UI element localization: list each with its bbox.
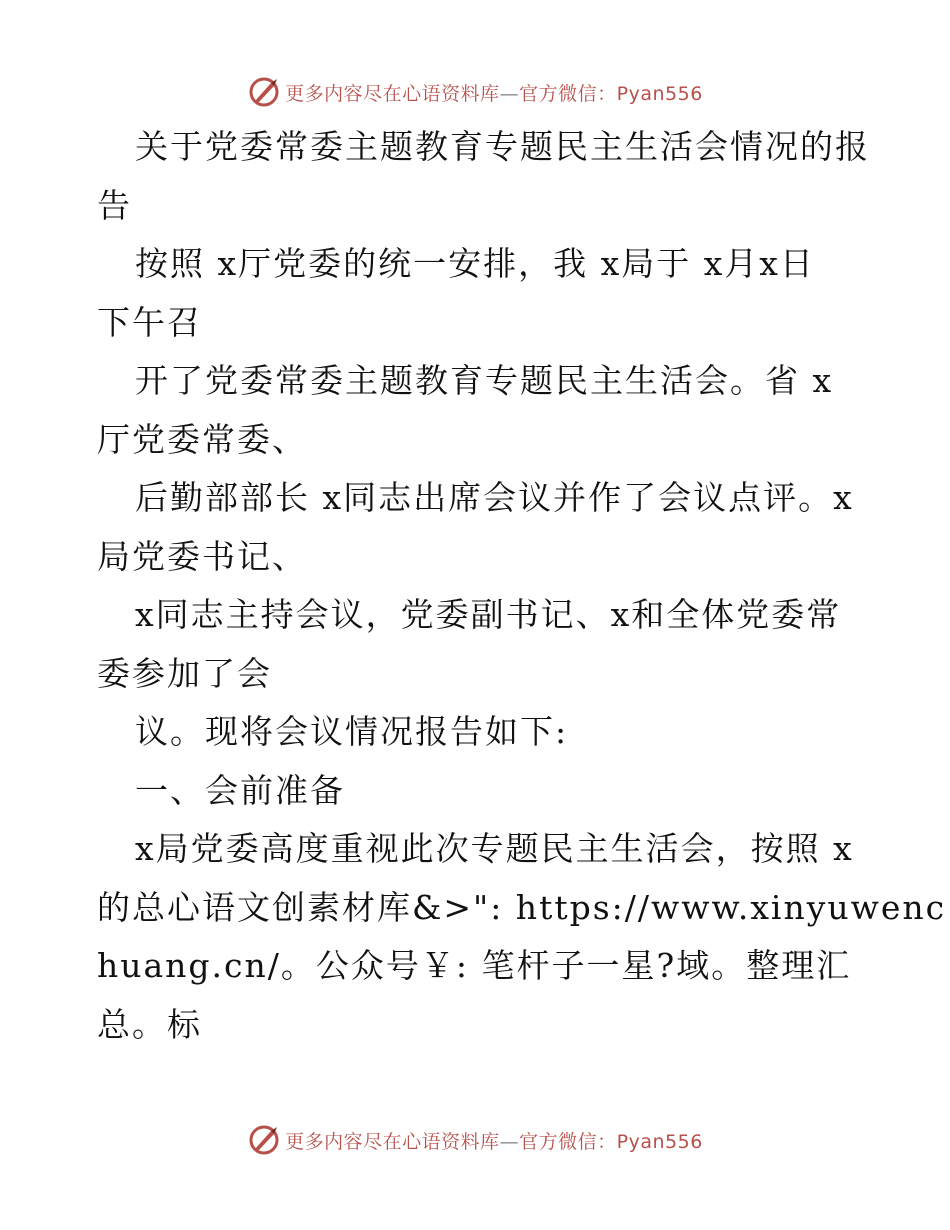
paragraph-line: 后勤部部长 x同志出席会议并作了会议点评。x bbox=[135, 478, 854, 517]
banner-wechat-text: 官方微信：Pyan556 bbox=[519, 82, 703, 105]
paragraph-line: 下午召 bbox=[97, 302, 202, 342]
header-banner bbox=[0, 72, 950, 112]
document-title-line-1: 关于党委常委主题教育专题民主生活会情况的报 bbox=[135, 127, 870, 166]
document-title-line-2: 告 bbox=[97, 185, 132, 225]
paragraph-line: huang.cn/。公众号￥: 笔杆子一星?域。整理汇 bbox=[97, 946, 852, 985]
paragraph-line: 委参加了会 bbox=[97, 653, 272, 693]
banner-site-text: 更多内容尽在心语资料库 bbox=[285, 82, 500, 105]
paragraph-line: 总。标 bbox=[97, 1004, 202, 1044]
document-body bbox=[97, 118, 947, 1054]
section-heading: 一、会前准备 bbox=[135, 770, 345, 810]
quill-logo-icon bbox=[247, 1123, 281, 1157]
banner-text bbox=[285, 1127, 703, 1154]
paragraph-line: x局党委高度重视此次专题民主生活会，按照 x bbox=[135, 829, 854, 868]
banner-wechat-text: 官方微信：Pyan556 bbox=[519, 1130, 703, 1153]
paragraph-line: 开了党委常委主题教育专题民主生活会。省 x bbox=[135, 361, 834, 400]
paragraph-line: x同志主持会议，党委副书记、x和全体党委常 bbox=[135, 595, 842, 634]
footer-banner bbox=[0, 1120, 950, 1160]
paragraph-line: 厅党委常委、 bbox=[97, 419, 307, 459]
banner-separator: — bbox=[499, 82, 520, 105]
paragraph-line: 按照 x厅党委的统一安排，我 x局于 x月x日 bbox=[135, 244, 815, 283]
paragraph-line: 局党委书记、 bbox=[97, 536, 307, 576]
paragraph-line: 议。现将会议情况报告如下: bbox=[135, 712, 569, 751]
banner-separator: — bbox=[499, 1130, 520, 1153]
quill-logo-icon bbox=[247, 75, 281, 109]
banner-text bbox=[285, 79, 703, 106]
banner-site-text: 更多内容尽在心语资料库 bbox=[285, 1130, 500, 1153]
paragraph-line: 的总心语文创素材库&>": https://www.xinyuwenc bbox=[97, 887, 947, 927]
